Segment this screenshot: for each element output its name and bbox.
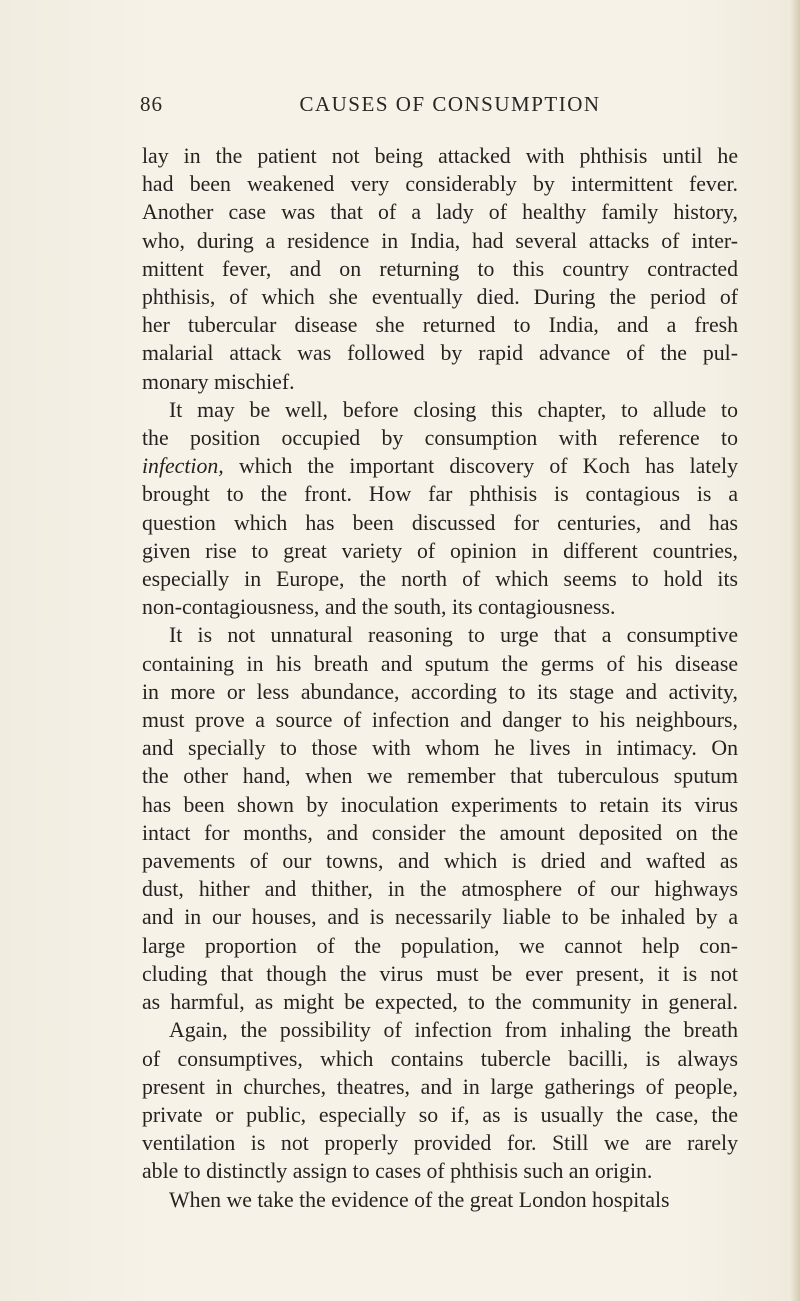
text-line: and specially to those with whom he lives in intimacy. On [142, 736, 738, 761]
chapter-title: CAUSES OF CONSUMPTION [299, 92, 601, 116]
text-line: especially in Europe, the north of which seems to hold its [142, 567, 738, 592]
page-edge-shadow [790, 0, 800, 1301]
body-text [142, 142, 738, 1214]
text-line: dust, hither and thither, in the atmosphere of our highways [142, 877, 738, 902]
text-line: the other hand, when we remember that tuberculous sputum [142, 764, 738, 789]
text-line: who, during a residence in India, had several attacks of inter- [142, 228, 738, 253]
text-line: Another case was that of a lady of healthy family history, [142, 200, 738, 225]
text-line: given rise to great variety of opinion in different countries, [142, 538, 738, 563]
text-line: non-contagiousness, and the south, its contagiousness. [142, 595, 616, 620]
text-line: lay in the patient not being attacked with phthisis until he [142, 144, 738, 168]
text-line: ventilation is not properly provided for. Still we are rarely [142, 1131, 738, 1156]
text-line: of consumptives, which contains tubercle bacilli, is always [142, 1046, 738, 1071]
text-line: cluding that though the virus must be ever present, it is not [142, 961, 738, 986]
text-line: as harmful, as might be expected, to the community in general. [142, 990, 738, 1015]
text-line: intact for months, and consider the amount deposited on the [142, 820, 738, 845]
text-line: It may be well, before closing this chapter, to allude to [169, 397, 738, 422]
text-line: able to distinctly assign to cases of phthisis such an origin. [142, 1159, 653, 1184]
text-line: had been weakened very considerably by intermittent fever. [142, 172, 738, 197]
text-line: phthisis, of which she eventually died. During the period of [142, 285, 738, 310]
text-line: malarial attack was followed by rapid advance of the pul- [142, 341, 738, 366]
text-line: the position occupied by consumption with reference to [142, 426, 738, 451]
page-number: 86 [140, 92, 163, 116]
text-line: in more or less abundance, according to its stage and activity, [142, 679, 738, 704]
text-line: containing in his breath and sputum the germs of his disease [142, 651, 738, 676]
text-line: question which has been discussed for centuries, and has [142, 510, 738, 535]
italic-word: infection, [142, 454, 224, 479]
text-line: Again, the possibility of infection from inhaling the breath [169, 1018, 738, 1043]
text-line: large proportion of the population, we cannot help con- [142, 933, 738, 958]
text-line: has been shown by inoculation experiments to retain its virus [142, 792, 738, 817]
text-line: monary mischief. [142, 369, 295, 394]
text-line: present in churches, theatres, and in large gatherings of people, [142, 1074, 738, 1099]
text-line: her tubercular disease she returned to India, and a fresh [142, 313, 738, 338]
text-line: private or public, especially so if, as is usually the case, the [142, 1102, 738, 1127]
text-line: It is not unnatural reasoning to urge that a consumptive [169, 623, 738, 648]
text-line: and in our houses, and is necessarily liable to be inhaled by a [142, 905, 738, 930]
text-line: When we take the evidence of the great London hospitals [169, 1187, 670, 1212]
text-line: mittent fever, and on returning to this country contracted [142, 256, 738, 281]
text-line: must prove a source of infection and danger to his neighbours, [142, 708, 738, 733]
text-line: brought to the front. How far phthisis is contagious is a [142, 482, 738, 507]
text-line [142, 452, 738, 480]
line-text: which the important discovery of Koch has lately [223, 454, 738, 479]
text-line: pavements of our towns, and which is dried and wafted as [142, 849, 738, 874]
running-head [140, 92, 740, 122]
